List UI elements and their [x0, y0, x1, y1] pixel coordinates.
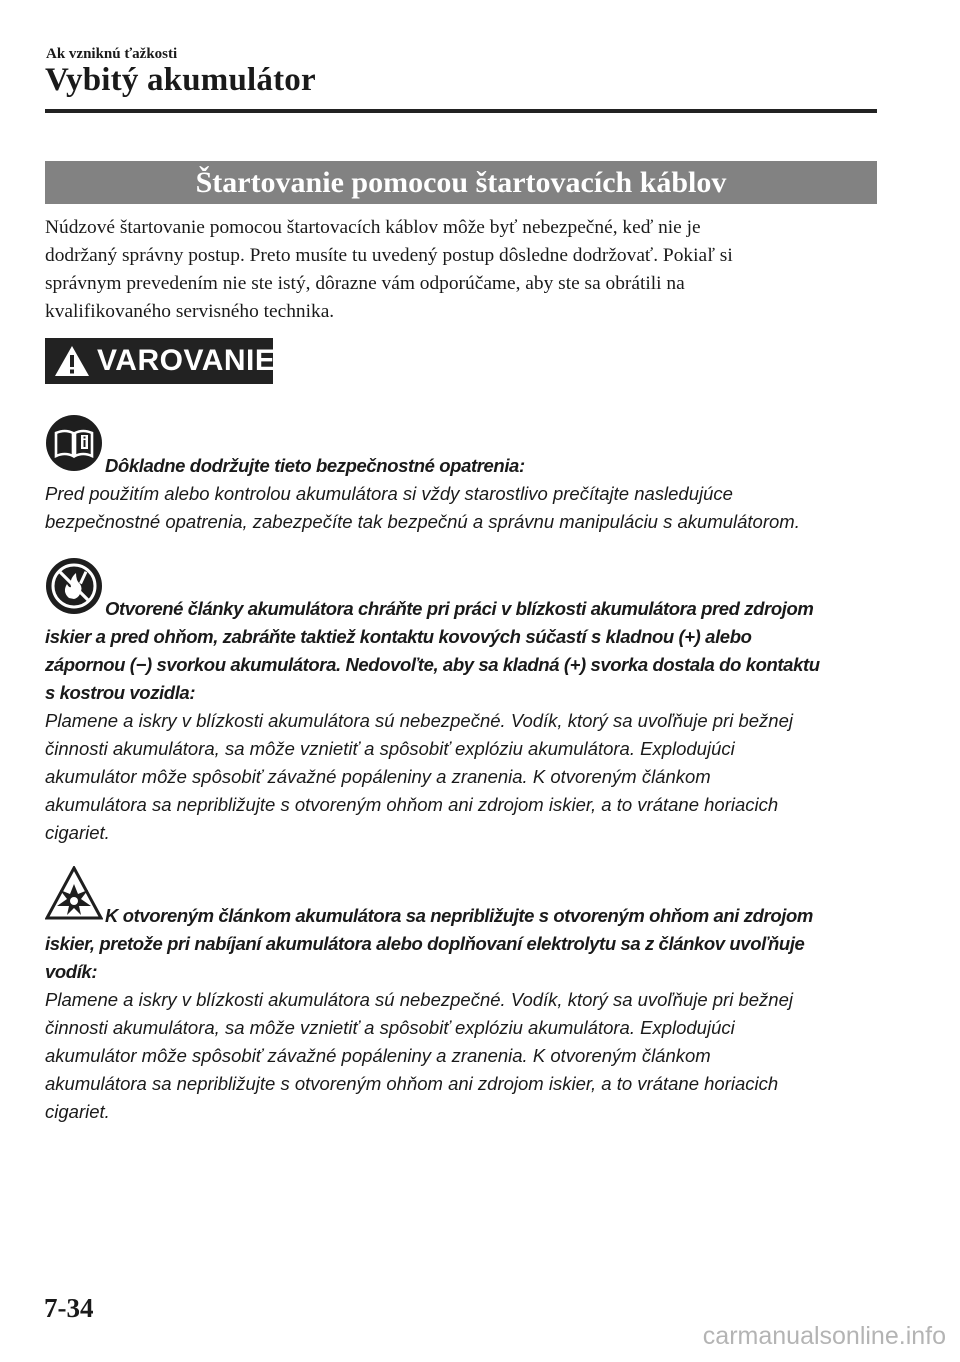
warning-explosion [45, 902, 885, 1126]
section-title: Štartovanie pomocou štartovacích káblov [45, 161, 877, 204]
watermark: carmanualsonline.info [702, 1322, 946, 1350]
intro-line: kvalifikovaného servisného technika. [45, 301, 335, 322]
warning-heading: zápornou (−) svorkou akumulátora. Nedovoľte, aby sa kladná (+) svorka dostala do kontaktu [45, 654, 820, 675]
warning-body-line: akumulátora sa nepribližujte s otvoreným ohňom ani zdrojom iskier, a to vrátane horiacich [45, 794, 779, 815]
warning-body-line: akumulátora sa nepribližujte s otvoreným ohňom ani zdrojom iskier, a to vrátane horiacich [45, 1073, 779, 1094]
warning-body-line: Plamene a iskry v blízkosti akumulátora sú nebezpečné. Vodík, ktorý sa uvoľňuje pri bežnej [45, 710, 793, 731]
page-number: 7-34 [44, 1293, 94, 1323]
warning-badge-label: VAROVANIE [97, 344, 276, 377]
warning-body-line: cigariet. [45, 822, 110, 843]
intro-line: správnym prevedením nie ste istý, dôrazne vám odporúčame, aby ste sa obrátili na [45, 273, 685, 294]
warning-body-line: akumulátor môže spôsobiť závažné popáleniny a zranenia. K otvoreným článkom [45, 1045, 711, 1066]
warning-manual [45, 452, 885, 536]
warning-heading: K otvoreným článkom akumulátora sa nepribližujte s otvoreným ohňom ani zdrojom [105, 905, 813, 926]
running-head: Ak vzniknú ťažkosti [46, 46, 178, 62]
warning-body-line: činnosti akumulátora, sa môže vznietiť a spôsobiť explóziu akumulátora. Explodujúci [45, 738, 735, 759]
warning-heading: vodík: [45, 961, 98, 982]
warning-body-line: Pred použitím alebo kontrolou akumulátora si vždy starostlivo prečítajte nasledujúce [45, 483, 733, 504]
warning-body-line: činnosti akumulátora, sa môže vznietiť a spôsobiť explóziu akumulátora. Explodujúci [45, 1017, 735, 1038]
warning-heading: iskier a pred ohňom, zabráňte taktiež kontaktu kovových súčastí s kladnou (+) alebo [45, 626, 752, 647]
page-title: Vybitý akumulátor [45, 62, 316, 98]
warning-body-line: akumulátor môže spôsobiť závažné popáleniny a zranenia. K otvoreným článkom [45, 766, 711, 787]
warning-body-line: cigariet. [45, 1101, 110, 1122]
warning-heading: iskier, pretože pri nabíjaní akumulátora alebo doplňovaní elektrolytu sa z článkov uvoľňuje [45, 933, 805, 954]
warning-heading: Dôkladne dodržujte tieto bezpečnostné opatrenia: [105, 455, 525, 476]
warning-heading: Otvorené články akumulátora chráňte pri práci v blízkosti akumulátora pred zdrojom [105, 598, 814, 619]
intro-line: Núdzové štartovanie pomocou štartovacích káblov môže byť nebezpečné, keď nie je [45, 217, 701, 238]
intro-paragraph [45, 214, 885, 326]
warning-body-line: Plamene a iskry v blízkosti akumulátora sú nebezpečné. Vodík, ktorý sa uvoľňuje pri bežnej [45, 989, 793, 1010]
title-rule [45, 109, 877, 113]
warning-flame [45, 595, 885, 847]
warning-body-line: bezpečnostné opatrenia, zabezpečíte tak bezpečnú a správnu manipuláciu s akumulátorom. [45, 511, 800, 532]
warning-triangle-icon [53, 344, 91, 378]
intro-line: dodržaný správny postup. Preto musíte tu uvedený postup dôsledne dodržovať. Pokiaľ si [45, 245, 733, 266]
warning-badge [45, 338, 276, 384]
warning-heading: s kostrou vozidla: [45, 682, 196, 703]
